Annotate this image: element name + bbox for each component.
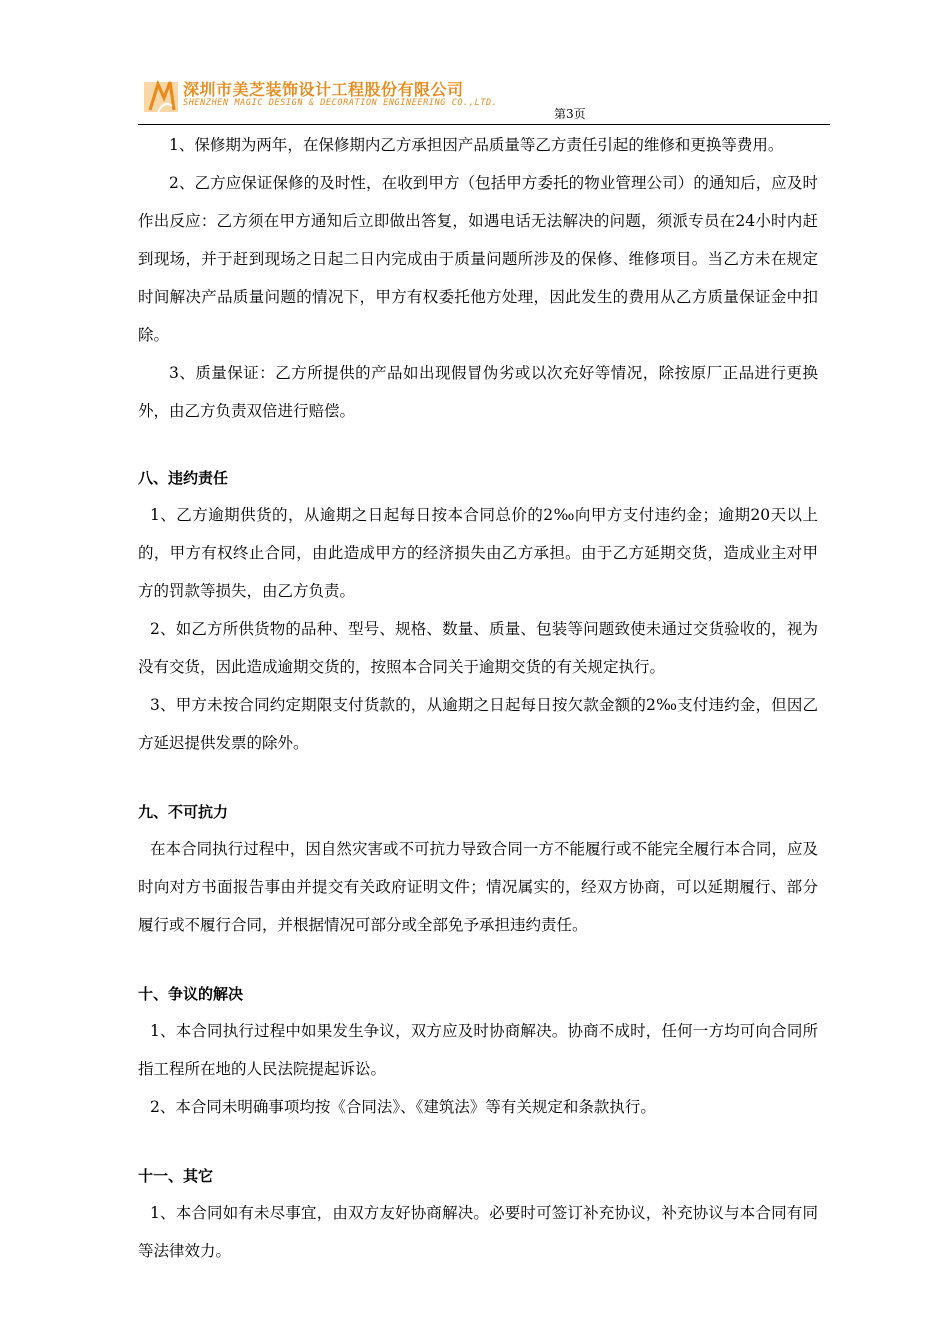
section-10-clause-1: 1、本合同执行过程中如果发生争议，双方应及时协商解决。协商不成时，任何一方均可向合同所指工程所在地的人民法院提起诉讼。 xyxy=(138,1022,818,1078)
warranty-clause-2: 2、乙方应保证保修的及时性，在收到甲方（包括甲方委托的物业管理公司）的通知后，应及时作出反应：乙方须在甲方通知后立即做出答复，如遇电话无法解决的问题，须派专员在24小时内赶到现场，并于赶到现场之日起二日内完成由于质量问题所涉及的保修、维修项目。当乙方未在规定时间解决产品质量问题的情况下，甲方有权委托他方处理，因此发生的费用从乙方质量保证金中扣除。 xyxy=(138,174,818,344)
header-divider xyxy=(138,124,830,125)
document-body xyxy=(138,126,818,1270)
section-11-heading: 十一、其它 xyxy=(138,1167,214,1185)
company-name-en: SHENZHEN MAGIC DESIGN & DECORATION ENGINEERING CO.,LTD. xyxy=(183,98,498,108)
section-10-clause-2: 2、本合同未明确事项均按《合同法》、《建筑法》等有关规定和条款执行。 xyxy=(150,1098,656,1116)
section-8-clause-1: 1、乙方逾期供货的，从逾期之日起每日按本合同总价的2‰向甲方支付违约金；逾期20天以上的，甲方有权终止合同，由此造成甲方的经济损失由乙方承担。由于乙方延期交货，造成业主对甲方的罚款等损失，由乙方负责。 xyxy=(138,506,818,600)
section-9-heading: 九、不可抗力 xyxy=(138,803,229,821)
section-8-clause-3: 3、甲方未按合同约定期限支付货款的，从逾期之日起每日按欠款金额的2‰支付违约金，但因乙方延迟提供发票的除外。 xyxy=(138,696,818,752)
page-header xyxy=(138,74,830,124)
section-10-heading: 十、争议的解决 xyxy=(138,985,244,1003)
section-8-clause-2: 2、如乙方所供货物的品种、型号、规格、数量、质量、包装等问题致使未通过交货验收的，视为没有交货，因此造成逾期交货的，按照本合同关于逾期交货的有关规定执行。 xyxy=(138,620,818,676)
magic-logo-icon xyxy=(144,76,180,116)
page-number: 第3页 xyxy=(554,107,586,121)
warranty-clause-3: 3、质量保证：乙方所提供的产品如出现假冒伪劣或以次充好等情况，除按原厂正品进行更换外，由乙方负责双倍进行赔偿。 xyxy=(138,364,818,420)
warranty-clause-1: 1、保修期为两年，在保修期内乙方承担因产品质量等乙方责任引起的维修和更换等费用。 xyxy=(169,136,784,154)
company-name-cn: 深圳市美芝装饰设计工程股份有限公司 xyxy=(183,80,464,99)
section-8-heading: 八、违约责任 xyxy=(138,469,229,487)
section-9-clause-1: 在本合同执行过程中，因自然灾害或不可抗力导致合同一方不能履行或不能完全履行本合同，应及时向对方书面报告事由并提交有关政府证明文件；情况属实的，经双方协商，可以延期履行、部分履行或不履行合同，并根据情况可部分或全部免予承担违约责任。 xyxy=(138,840,818,934)
section-11-clause-1: 1、本合同如有未尽事宜，由双方友好协商解决。必要时可签订补充协议，补充协议与本合同有同等法律效力。 xyxy=(138,1204,818,1260)
